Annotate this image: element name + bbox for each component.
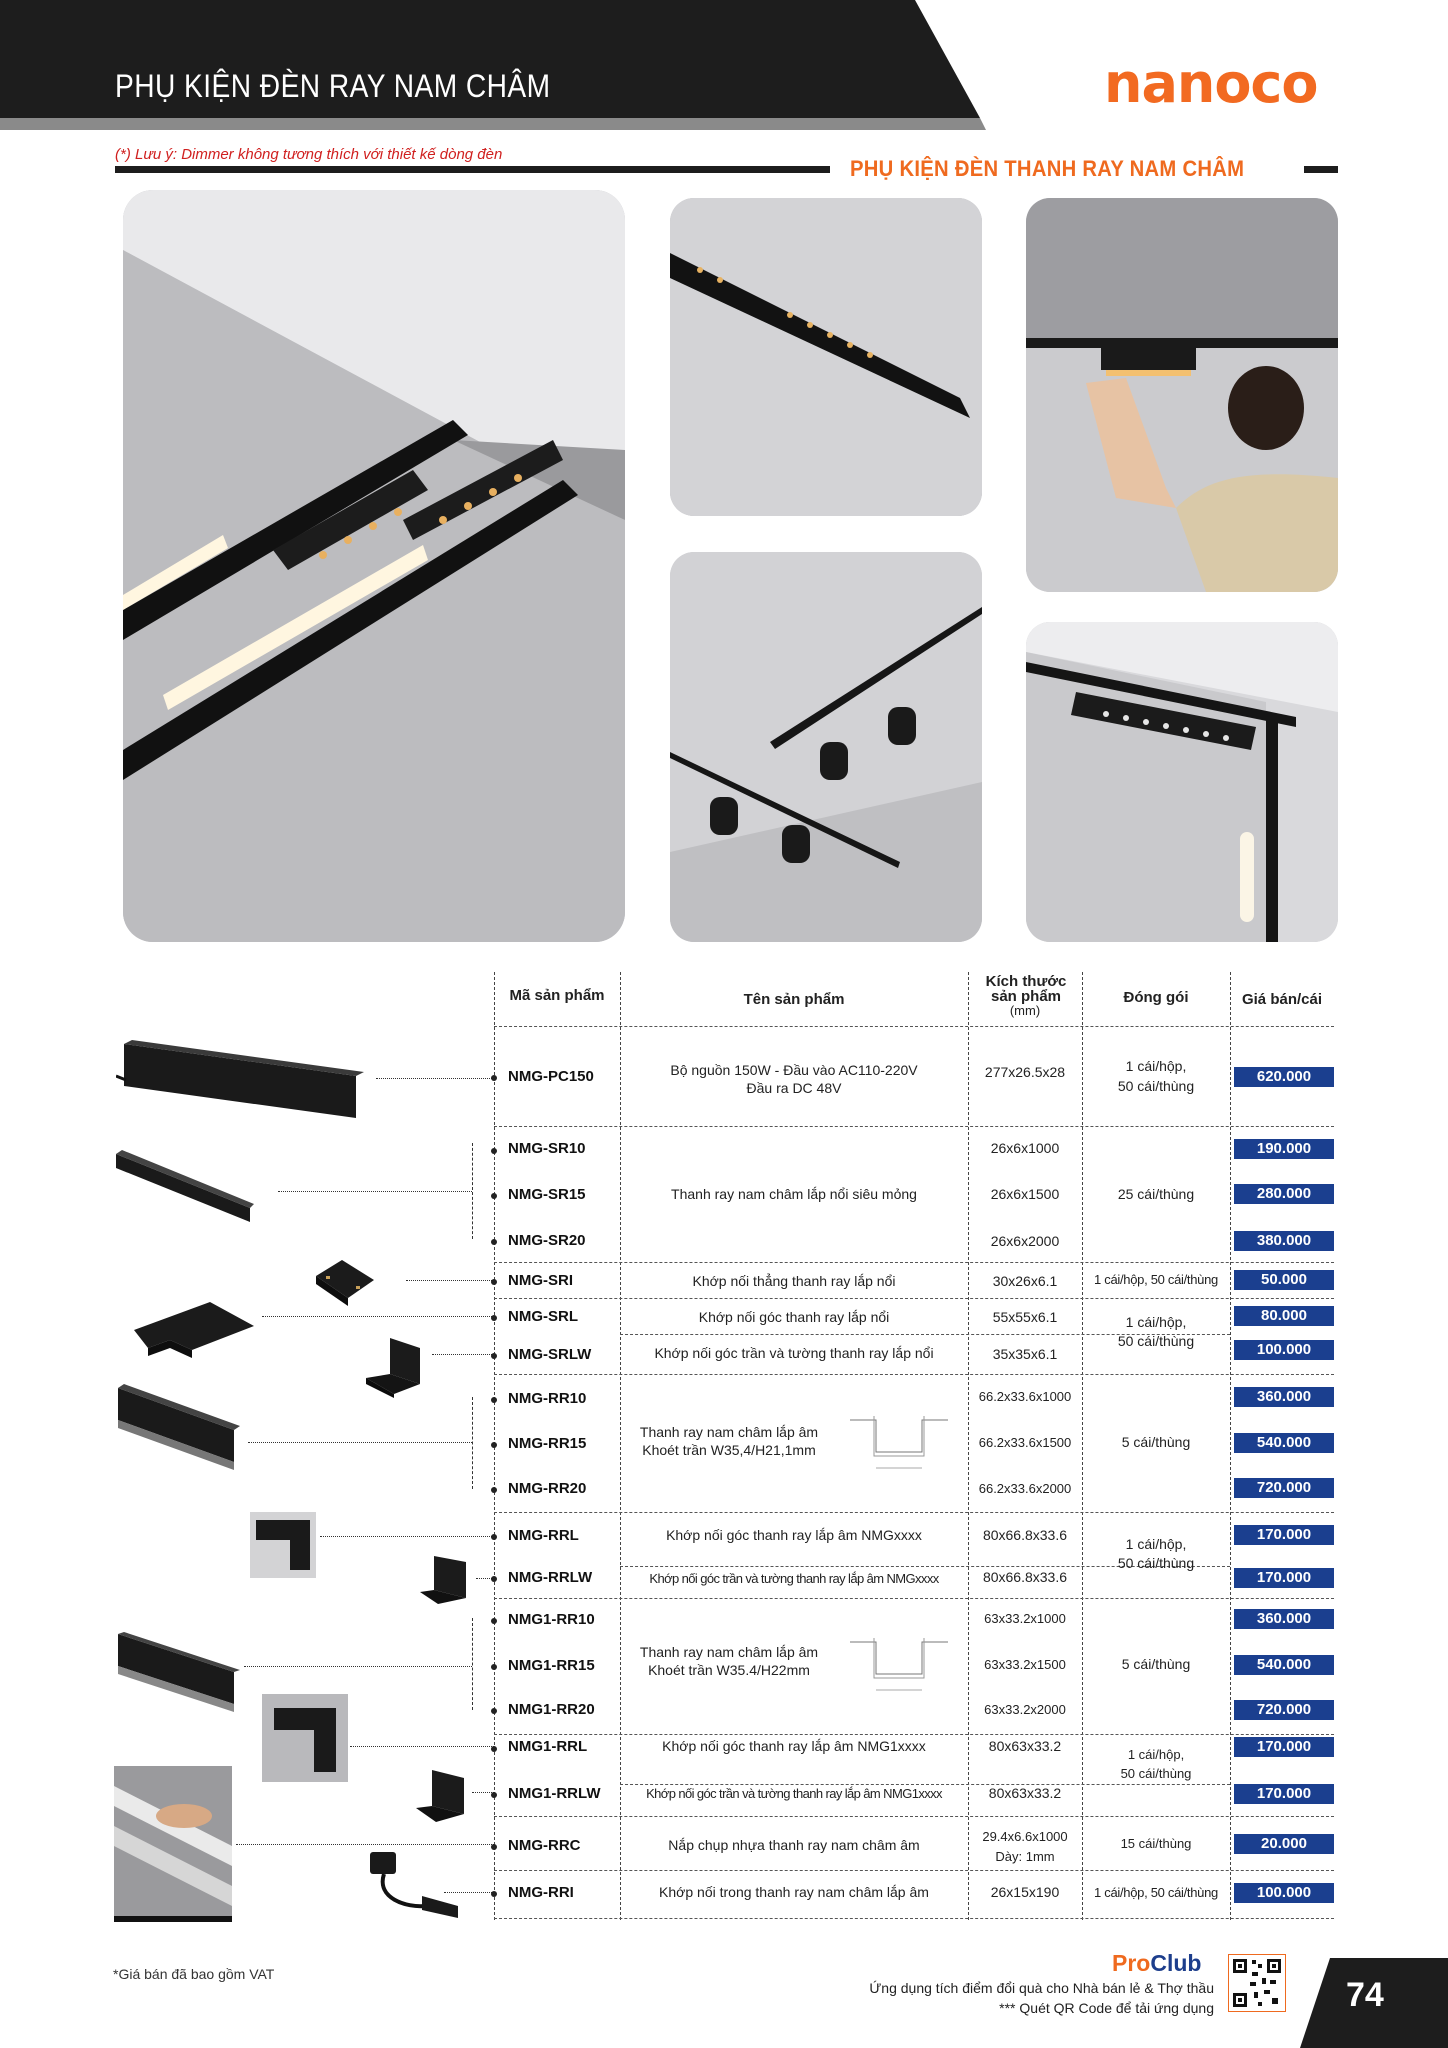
name-NMG-SRLW: Khớp nối góc trần và tường thanh ray lắp nổi	[654, 1345, 934, 1361]
size-NMG-SR20: 26x6x2000	[990, 1233, 1060, 1249]
header-price: Giá bán/cái	[1241, 991, 1323, 1008]
product-image-power-supply	[116, 1036, 364, 1118]
size-NMG-RRLW: 80x66.8x33.6	[982, 1569, 1068, 1585]
code-NMG-RRLW: NMG-RRLW	[508, 1569, 593, 1586]
row-dot	[491, 1315, 497, 1321]
row-dot	[491, 1844, 497, 1850]
name-power-supply-2: Đầu ra DC 48V	[746, 1080, 842, 1096]
section-title: PHỤ KIỆN ĐÈN THANH RAY NAM CHÂM	[850, 156, 1245, 181]
product-image-ceiling-wall-connector	[364, 1334, 428, 1400]
table-row-divider	[494, 1918, 1334, 1919]
qr-instruction: *** Quét QR Code để tải ứng dụng	[999, 2000, 1214, 2016]
pack-rr1l-1: 1 cái/hộp,	[1127, 1747, 1185, 1762]
name-NMG-SRI: Khớp nối thẳng thanh ray lắp nổi	[692, 1273, 896, 1289]
code-NMG-SR20: NMG-SR20	[508, 1232, 586, 1249]
code-NMG-PC150: NMG-PC150	[508, 1068, 594, 1085]
group-bracket	[472, 1618, 473, 1710]
size-NMG-SR10: 26x6x1000	[990, 1140, 1060, 1156]
photo-installation-woman	[1026, 198, 1338, 592]
code-NMG-RR15: NMG-RR15	[508, 1435, 587, 1452]
pack-NMG-SRI: 1 cái/hộp, 50 cái/thùng	[1094, 1272, 1218, 1287]
row-dot	[491, 1618, 497, 1624]
price-NMG-RRLW: 170.000	[1234, 1568, 1334, 1588]
price-NMG-RR15: 540.000	[1234, 1433, 1334, 1453]
name-power-supply-1: Bộ nguồn 150W - Đầu vào AC110-220V	[670, 1062, 918, 1078]
row-dot	[491, 1708, 497, 1714]
table-col-divider	[620, 972, 621, 1920]
product-price-table	[494, 972, 1334, 1920]
name-NMG-RRLW: Khớp nối góc trần và tường thanh ray lắp âm NMGxxxx	[649, 1571, 939, 1586]
code-NMG-RRC: NMG-RRC	[508, 1837, 581, 1854]
code-NMG-SRLW: NMG-SRLW	[508, 1346, 592, 1363]
product-image-surface-track	[114, 1148, 254, 1228]
price-NMG1-RR20: 720.000	[1234, 1700, 1334, 1720]
pack-pc150-1: 1 cái/hộp,	[1125, 1058, 1187, 1074]
leader-line	[244, 1666, 472, 1667]
size-NMG1-RR10: 63x33.2x1000	[984, 1611, 1066, 1626]
pack-rrl-1: 1 cái/hộp,	[1125, 1536, 1187, 1552]
table-row-divider	[494, 1026, 1334, 1027]
vat-note: *Giá bán đã bao gồm VAT	[113, 1966, 275, 1982]
size-NMG-SRL: 55x55x6.1	[992, 1309, 1058, 1325]
code-NMG1-RR15: NMG1-RR15	[508, 1657, 595, 1674]
size-NMG-RR20: 66.2x33.6x2000	[978, 1481, 1072, 1496]
pack-pc150-2: 50 cái/thùng	[1117, 1078, 1195, 1094]
code-NMG-RRI: NMG-RRI	[508, 1884, 574, 1901]
row-dot	[491, 1534, 497, 1540]
code-NMG1-RRL: NMG1-RRL	[508, 1738, 588, 1755]
recessed-track-v1-profile-drawing	[846, 1630, 952, 1700]
name-NMG1-RRLW: Khớp nối góc trần và tường thanh ray lắp âm NMG1xxxx	[646, 1786, 942, 1801]
row-dot	[491, 1487, 497, 1493]
product-image-inner-connector	[366, 1848, 466, 1922]
header-name: Tên sản phẩm	[743, 991, 845, 1008]
product-image-recessed-corner	[250, 1512, 316, 1578]
group-bracket	[472, 1143, 473, 1239]
size-NMG-PC150: 277x26.5x28	[984, 1064, 1066, 1080]
proclub-logo	[1112, 1950, 1201, 1977]
header-code: Mã sản phẩm	[509, 987, 605, 1004]
table-row-divider	[494, 1374, 1334, 1375]
price-NMG1-RR10: 360.000	[1234, 1609, 1334, 1629]
size-NMG-SRI: 30x26x6.1	[992, 1273, 1058, 1289]
table-row-divider	[494, 1126, 1334, 1127]
row-dot	[491, 1353, 497, 1359]
leader-line	[376, 1078, 494, 1079]
size-NMG-RR10: 66.2x33.6x1000	[978, 1389, 1072, 1404]
app-promo-text: Ứng dụng tích điểm đổi quà cho Nhà bán lẻ & Thợ thầu	[869, 1980, 1214, 1996]
header-pack: Đóng gói	[1123, 989, 1189, 1006]
name-surface-track: Thanh ray nam châm lắp nổi siêu mỏng	[671, 1186, 917, 1202]
page-number: 74	[1346, 1976, 1384, 2014]
divider-right	[1304, 166, 1338, 173]
table-row-divider	[494, 1298, 1334, 1299]
size-NMG1-RRL: 80x63x33.2	[988, 1738, 1062, 1754]
table-row-divider	[494, 1734, 1334, 1735]
table-row-divider	[494, 1598, 1334, 1599]
table-row-divider	[494, 1512, 1334, 1513]
leader-line	[262, 1316, 494, 1317]
photo-track-spotlights	[670, 552, 982, 942]
proclub-logo-pro: Pro	[1112, 1950, 1151, 1976]
table-row-divider	[494, 1816, 1334, 1817]
row-dot	[491, 1576, 497, 1582]
size-NMG1-RRLW: 80x63x33.2	[988, 1785, 1062, 1801]
table-row-divider	[494, 1262, 1334, 1263]
proclub-logo-club: Club	[1150, 1950, 1202, 1976]
name-recessed-track-1: Thanh ray nam châm lắp âm	[639, 1424, 819, 1440]
leader-line	[432, 1354, 494, 1355]
name-NMG-RRC: Nắp chụp nhựa thanh ray nam châm âm	[668, 1837, 920, 1853]
name-recessed-track-v1-1: Thanh ray nam châm lắp âm	[639, 1644, 819, 1660]
product-image-recessed-corner-v1	[262, 1694, 348, 1782]
size-NMG-SRLW: 35x35x6.1	[992, 1346, 1058, 1362]
row-dot	[491, 1664, 497, 1670]
price-NMG-SR15: 280.000	[1234, 1184, 1334, 1204]
row-dot	[491, 1148, 497, 1154]
thickness-NMG-RRC: Dày: 1mm	[995, 1849, 1055, 1864]
code-NMG-SR10: NMG-SR10	[508, 1140, 586, 1157]
size-NMG-SR15: 26x6x1500	[990, 1186, 1060, 1202]
size-NMG1-RR15: 63x33.2x1500	[984, 1657, 1066, 1672]
name-NMG-RRI: Khớp nối trong thanh ray nam châm lắp âm	[659, 1884, 929, 1900]
pack-rrl-2: 50 cái/thùng	[1117, 1555, 1195, 1571]
row-dot	[491, 1193, 497, 1199]
price-NMG-RRL: 170.000	[1234, 1525, 1334, 1545]
size-NMG-RR15: 66.2x33.6x1500	[978, 1435, 1072, 1450]
leader-line	[406, 1280, 494, 1281]
size-NMG-RRI: 26x15x190	[990, 1884, 1060, 1900]
price-NMG-RRC: 20.000	[1234, 1834, 1334, 1854]
recessed-track-profile-drawing	[846, 1408, 952, 1478]
pack-recessed-track-v1: 5 cái/thùng	[1121, 1656, 1191, 1672]
page-title: PHỤ KIỆN ĐÈN RAY NAM CHÂM	[115, 68, 551, 104]
pack-NMG-RRI: 1 cái/hộp, 50 cái/thùng	[1094, 1885, 1218, 1900]
name-NMG-SRL: Khớp nối góc thanh ray lắp nổi	[698, 1309, 890, 1325]
code-NMG-RR20: NMG-RR20	[508, 1480, 587, 1497]
code-NMG1-RRLW: NMG1-RRLW	[508, 1785, 601, 1802]
row-dot	[491, 1279, 497, 1285]
name-NMG-RRL: Khớp nối góc thanh ray lắp âm NMGxxxx	[666, 1527, 922, 1543]
price-NMG-SRL: 80.000	[1234, 1306, 1334, 1326]
name-NMG1-RRL: Khớp nối góc thanh ray lắp âm NMG1xxxx	[662, 1738, 926, 1754]
price-NMG1-RRL: 170.000	[1234, 1737, 1334, 1757]
table-row-divider	[494, 1870, 1334, 1871]
product-image-recessed-track-v1	[114, 1632, 240, 1718]
price-NMG-SR10: 190.000	[1234, 1139, 1334, 1159]
code-NMG1-RR10: NMG1-RR10	[508, 1611, 595, 1628]
row-dot	[491, 1442, 497, 1448]
price-NMG-SR20: 380.000	[1234, 1231, 1334, 1251]
price-NMG-RR10: 360.000	[1234, 1387, 1334, 1407]
price-NMG-SRI: 50.000	[1234, 1270, 1334, 1290]
photo-linear-spot-track	[670, 198, 982, 516]
name-recessed-track-2: Khoét trần W35,4/H21,1mm	[642, 1442, 816, 1458]
leader-line	[444, 1892, 494, 1893]
qr-code-icon[interactable]	[1228, 1954, 1286, 2012]
row-dot	[491, 1891, 497, 1897]
price-NMG-RRI: 100.000	[1234, 1883, 1334, 1903]
size-NMG1-RR20: 63x33.2x2000	[984, 1702, 1066, 1717]
name-recessed-track-v1-2: Khoét trần W35.4/H22mm	[648, 1662, 810, 1678]
pack-rr1l-2: 50 cái/thùng	[1120, 1766, 1192, 1781]
product-image-straight-connector	[312, 1256, 378, 1308]
product-image-recessed-ceiling-wall-v1	[414, 1766, 470, 1824]
row-dot	[491, 1239, 497, 1245]
row-dot	[491, 1746, 497, 1752]
product-image-recessed-ceiling-wall	[420, 1552, 472, 1606]
pack-srl-1: 1 cái/hộp,	[1125, 1314, 1187, 1330]
size-NMG-RRL: 80x66.8x33.6	[982, 1527, 1068, 1543]
table-col-divider	[1230, 972, 1231, 1920]
header-size: Kích thước sản phẩm	[985, 973, 1067, 1005]
leader-line	[236, 1844, 494, 1845]
leader-line	[278, 1191, 472, 1192]
price-NMG-RR20: 720.000	[1234, 1478, 1334, 1498]
pack-NMG-RRC: 15 cái/thùng	[1120, 1836, 1192, 1851]
leader-line	[248, 1442, 472, 1443]
product-image-recessed-track	[114, 1384, 242, 1476]
size-NMG-RRC: 29.4x6.6x1000	[982, 1829, 1068, 1844]
code-NMG-SRL: NMG-SRL	[508, 1308, 578, 1325]
divider-left	[115, 166, 830, 173]
product-image-corner-connector	[130, 1300, 258, 1362]
price-NMG-SRLW: 100.000	[1234, 1340, 1334, 1360]
dimmer-note: (*) Lưu ý: Dimmer không tương thích với thiết kế dòng đèn	[115, 146, 503, 163]
row-dot	[491, 1075, 497, 1081]
group-bracket	[472, 1397, 473, 1489]
code-NMG1-RR20: NMG1-RR20	[508, 1701, 595, 1718]
photo-corner-track	[1026, 622, 1338, 942]
code-NMG-RR10: NMG-RR10	[508, 1390, 587, 1407]
product-image-plastic-cover	[114, 1766, 232, 1922]
price-NMG-PC150: 620.000	[1234, 1067, 1334, 1087]
leader-line	[350, 1746, 494, 1747]
code-NMG-SR15: NMG-SR15	[508, 1186, 586, 1203]
row-dot	[491, 1397, 497, 1403]
pack-recessed-track: 5 cái/thùng	[1121, 1434, 1191, 1450]
pack-srl-2: 50 cái/thùng	[1117, 1333, 1195, 1349]
price-NMG1-RRLW: 170.000	[1234, 1784, 1334, 1804]
code-NMG-SRI: NMG-SRI	[508, 1272, 573, 1289]
code-NMG-RRL: NMG-RRL	[508, 1527, 579, 1544]
photo-magnetic-track-ceiling	[123, 190, 625, 942]
header-size-unit: (mm)	[1009, 1003, 1041, 1018]
price-NMG1-RR15: 540.000	[1234, 1655, 1334, 1675]
row-dot	[491, 1792, 497, 1798]
pack-surface-track: 25 cái/thùng	[1117, 1186, 1195, 1202]
leader-line	[320, 1536, 494, 1537]
nanoco-logo: nanoco	[1104, 52, 1318, 115]
